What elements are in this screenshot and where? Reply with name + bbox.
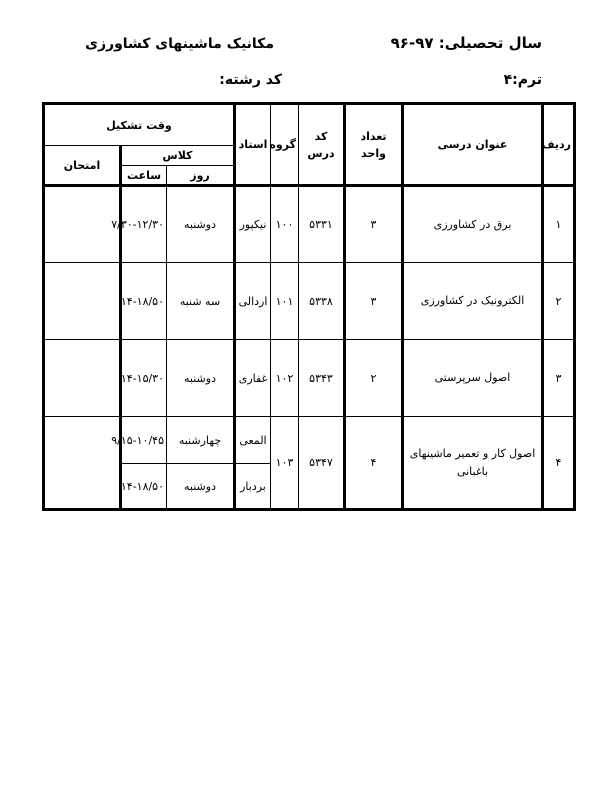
row-code: ۵۳۳۱ [299, 186, 345, 263]
row-units: ۲ [345, 340, 403, 417]
row-instructor: نیکپور [235, 186, 271, 263]
row-units: ۳ [345, 186, 403, 263]
row-instructor: اردالی [235, 263, 271, 340]
row-day: دوشنبه [167, 340, 235, 417]
schedule-table [42, 102, 576, 511]
row-no: ۳ [543, 340, 575, 417]
row-group: ۱۰۰ [271, 186, 299, 263]
row-title: برق در کشاورزی [403, 186, 543, 263]
course-title-heading: مکانیک ماشینهای کشاورزی [85, 36, 274, 52]
row-group: ۱۰۳ [271, 417, 299, 510]
term-label: ترم:۴ [503, 72, 542, 88]
row-title: اصول سرپرستی [403, 340, 543, 417]
header-units-line2: واحد [361, 146, 386, 160]
table-row [44, 186, 575, 263]
row-time: ۹/۱۵-۱۰/۴۵ [121, 417, 167, 464]
header-code-line2: درس [307, 146, 335, 160]
header-code [299, 104, 345, 186]
header-units-line1: تعداد [360, 129, 387, 143]
header-course-title: عنوان درسی [403, 104, 543, 186]
header-exam: امتحان [44, 146, 121, 186]
major-code-label: کد رشته: [219, 72, 282, 88]
row-day: چهارشنبه [167, 417, 235, 464]
row-units: ۳ [345, 263, 403, 340]
row-no: ۴ [543, 417, 575, 510]
table-row [44, 263, 575, 340]
table-row [44, 417, 575, 464]
row-no: ۲ [543, 263, 575, 340]
row-group: ۱۰۲ [271, 340, 299, 417]
header-class: کلاس [121, 146, 235, 166]
row-time: ۱۴-۱۸/۵۰ [121, 263, 167, 340]
row-exam [44, 417, 121, 510]
row-exam [44, 340, 121, 417]
header-schedule: وقت تشکیل [44, 104, 235, 146]
row-day: دوشنبه [167, 464, 235, 510]
row-units: ۴ [345, 417, 403, 510]
header-row-no: ردیف [543, 104, 575, 186]
header-code-line1: کد [314, 129, 328, 143]
row-no: ۱ [543, 186, 575, 263]
row-exam [44, 186, 121, 263]
row-code: ۵۳۳۸ [299, 263, 345, 340]
row-time: ۱۴-۱۵/۳۰ [121, 340, 167, 417]
row-instructor: المعی [235, 417, 271, 464]
row-group: ۱۰۱ [271, 263, 299, 340]
row-title: الکترونیک در کشاورزی [403, 263, 543, 340]
row-day: سه شنبه [167, 263, 235, 340]
row-day: دوشنبه [167, 186, 235, 263]
row-instructor: بردبار [235, 464, 271, 510]
header-units [345, 104, 403, 186]
row-title: اصول کار و تعمیر ماشینهای باغبانی [403, 417, 543, 510]
row-time: ۷/۳۰-۱۲/۳۰ [121, 186, 167, 263]
row-code: ۵۳۴۳ [299, 340, 345, 417]
header-instructor: استاد [235, 104, 271, 186]
table-row [44, 340, 575, 417]
row-exam [44, 263, 121, 340]
academic-year: سال تحصیلی: ۹۷-۹۶ [390, 34, 542, 52]
header-group: گروه [271, 104, 299, 186]
row-code: ۵۳۴۷ [299, 417, 345, 510]
row-time: ۱۴-۱۸/۵۰ [121, 464, 167, 510]
header-day: روز [167, 166, 235, 186]
row-instructor: غفاری [235, 340, 271, 417]
header-time: ساعت [121, 166, 167, 186]
